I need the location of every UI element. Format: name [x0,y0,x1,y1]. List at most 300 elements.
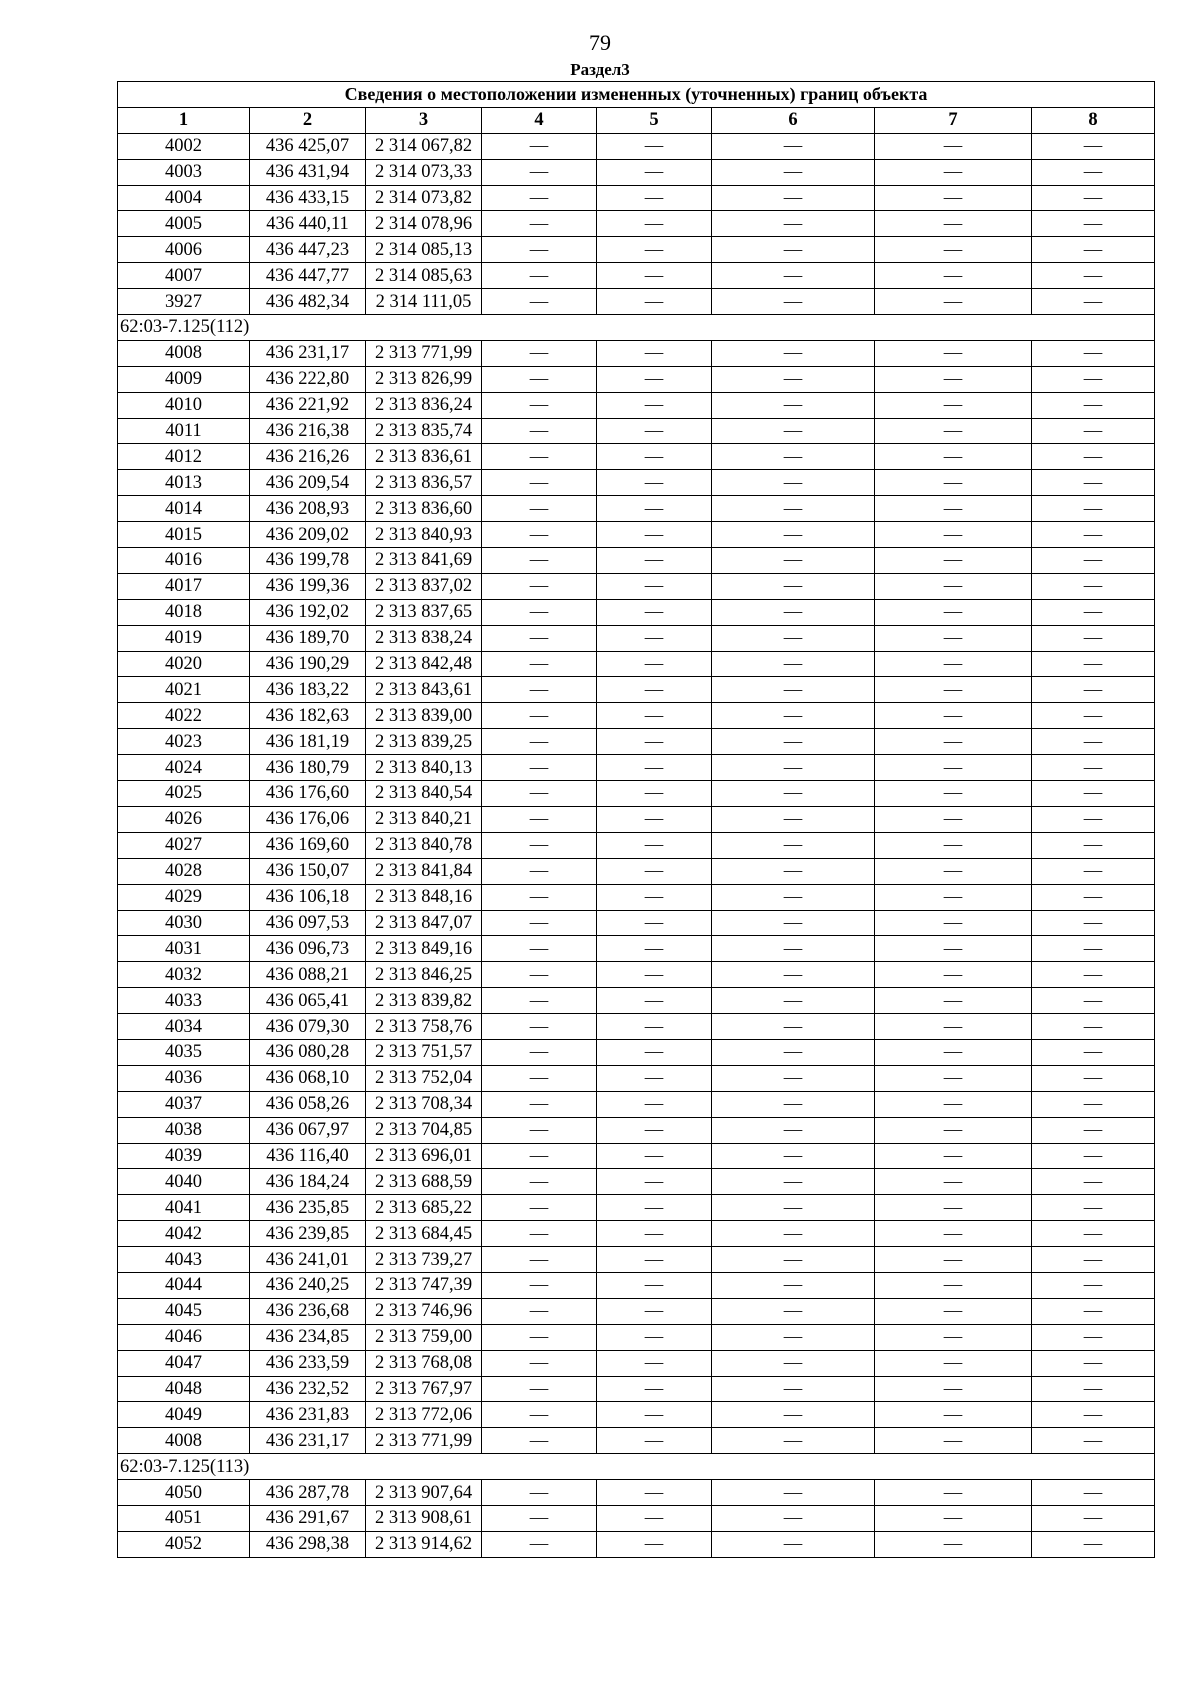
table-row [118,1143,1155,1169]
empty-value-cell: — [597,1169,712,1195]
empty-value-cell: — [482,1480,597,1506]
x-coordinate-cell: 436 298,38 [250,1531,366,1557]
empty-value-cell: — [875,1272,1032,1298]
table-row [118,1402,1155,1428]
empty-value-cell: — [597,651,712,677]
point-number-cell: 4004 [118,185,250,211]
table-row [118,392,1155,418]
table-row [118,211,1155,237]
y-coordinate-cell: 2 314 067,82 [366,133,482,159]
empty-value-cell: — [482,366,597,392]
empty-value-cell: — [482,1221,597,1247]
y-coordinate-cell: 2 313 759,00 [366,1324,482,1350]
point-number-cell: 4049 [118,1402,250,1428]
point-number-cell: 4051 [118,1505,250,1531]
y-coordinate-cell: 2 313 908,61 [366,1505,482,1531]
table-row [118,1531,1155,1557]
empty-value-cell: — [1032,1221,1155,1247]
empty-value-cell: — [712,133,875,159]
empty-value-cell: — [597,1091,712,1117]
empty-value-cell: — [875,237,1032,263]
y-coordinate-cell: 2 314 085,13 [366,237,482,263]
empty-value-cell: — [597,832,712,858]
point-number-cell: 4045 [118,1298,250,1324]
y-coordinate-cell: 2 313 688,59 [366,1169,482,1195]
y-coordinate-cell: 2 313 840,21 [366,806,482,832]
table-row [118,1065,1155,1091]
empty-value-cell: — [482,1376,597,1402]
x-coordinate-cell: 436 116,40 [250,1143,366,1169]
point-number-cell: 4008 [118,340,250,366]
empty-value-cell: — [482,1247,597,1273]
table-row [118,910,1155,936]
empty-value-cell: — [712,237,875,263]
x-coordinate-cell: 436 209,02 [250,522,366,548]
empty-value-cell: — [712,1324,875,1350]
empty-value-cell: — [712,418,875,444]
empty-value-cell: — [712,1221,875,1247]
x-coordinate-cell: 436 088,21 [250,962,366,988]
y-coordinate-cell: 2 313 842,48 [366,651,482,677]
y-coordinate-cell: 2 314 078,96 [366,211,482,237]
x-coordinate-cell: 436 231,83 [250,1402,366,1428]
table-row [118,884,1155,910]
empty-value-cell: — [875,858,1032,884]
empty-value-cell: — [875,133,1032,159]
group-row [118,1454,1155,1480]
empty-value-cell: — [597,1117,712,1143]
empty-value-cell: — [597,522,712,548]
point-number-cell: 4032 [118,962,250,988]
point-number-cell: 4034 [118,1014,250,1040]
empty-value-cell: — [1032,910,1155,936]
x-coordinate-cell: 436 192,02 [250,599,366,625]
empty-value-cell: — [875,366,1032,392]
empty-value-cell: — [597,625,712,651]
empty-value-cell: — [482,1272,597,1298]
empty-value-cell: — [712,392,875,418]
point-number-cell: 4050 [118,1480,250,1506]
point-number-cell: 4028 [118,858,250,884]
x-coordinate-cell: 436 291,67 [250,1505,366,1531]
x-coordinate-cell: 436 221,92 [250,392,366,418]
point-number-cell: 4007 [118,263,250,289]
empty-value-cell: — [482,832,597,858]
empty-value-cell: — [1032,237,1155,263]
empty-value-cell: — [482,1169,597,1195]
empty-value-cell: — [597,806,712,832]
empty-value-cell: — [875,884,1032,910]
empty-value-cell: — [597,211,712,237]
empty-value-cell: — [482,1324,597,1350]
empty-value-cell: — [597,1195,712,1221]
empty-value-cell: — [875,1402,1032,1428]
empty-value-cell: — [482,392,597,418]
empty-value-cell: — [712,1298,875,1324]
table-caption: Сведения о местоположении измененных (уточненных) границ объекта [118,82,1155,108]
empty-value-cell: — [597,1221,712,1247]
empty-value-cell: — [1032,1195,1155,1221]
empty-value-cell: — [1032,1298,1155,1324]
point-number-cell: 4012 [118,444,250,470]
empty-value-cell: — [482,1298,597,1324]
x-coordinate-cell: 436 208,93 [250,496,366,522]
empty-value-cell: — [1032,211,1155,237]
x-coordinate-cell: 436 482,34 [250,289,366,315]
column-header: 4 [482,107,597,133]
group-row [118,315,1155,341]
x-coordinate-cell: 436 233,59 [250,1350,366,1376]
x-coordinate-cell: 436 431,94 [250,159,366,185]
empty-value-cell: — [597,1480,712,1506]
empty-value-cell: — [712,366,875,392]
empty-value-cell: — [1032,1272,1155,1298]
empty-value-cell: — [1032,625,1155,651]
empty-value-cell: — [712,1065,875,1091]
empty-value-cell: — [875,936,1032,962]
table-row [118,470,1155,496]
x-coordinate-cell: 436 184,24 [250,1169,366,1195]
point-number-cell: 4046 [118,1324,250,1350]
empty-value-cell: — [1032,832,1155,858]
table-row [118,237,1155,263]
empty-value-cell: — [597,1505,712,1531]
x-coordinate-cell: 436 065,41 [250,988,366,1014]
empty-value-cell: — [712,1505,875,1531]
point-number-cell: 4026 [118,806,250,832]
empty-value-cell: — [482,1350,597,1376]
point-number-cell: 4011 [118,418,250,444]
empty-value-cell: — [1032,444,1155,470]
y-coordinate-cell: 2 314 073,82 [366,185,482,211]
empty-value-cell: — [712,1014,875,1040]
empty-value-cell: — [1032,1117,1155,1143]
empty-value-cell: — [875,1480,1032,1506]
table-row [118,703,1155,729]
y-coordinate-cell: 2 313 835,74 [366,418,482,444]
empty-value-cell: — [1032,1143,1155,1169]
empty-value-cell: — [1032,729,1155,755]
table-row [118,1350,1155,1376]
empty-value-cell: — [712,755,875,781]
point-number-cell: 4048 [118,1376,250,1402]
table-row [118,625,1155,651]
x-coordinate-cell: 436 106,18 [250,884,366,910]
empty-value-cell: — [482,1117,597,1143]
empty-value-cell: — [1032,392,1155,418]
empty-value-cell: — [712,1402,875,1428]
empty-value-cell: — [482,496,597,522]
empty-value-cell: — [1032,1505,1155,1531]
point-number-cell: 4031 [118,936,250,962]
empty-value-cell: — [712,159,875,185]
empty-value-cell: — [1032,781,1155,807]
empty-value-cell: — [875,1247,1032,1273]
table-row [118,677,1155,703]
point-number-cell: 4003 [118,159,250,185]
empty-value-cell: — [875,988,1032,1014]
y-coordinate-cell: 2 313 849,16 [366,936,482,962]
table-row [118,1324,1155,1350]
table-row [118,289,1155,315]
empty-value-cell: — [482,1039,597,1065]
point-number-cell: 4018 [118,599,250,625]
point-number-cell: 4020 [118,651,250,677]
point-number-cell: 4043 [118,1247,250,1273]
empty-value-cell: — [597,988,712,1014]
point-number-cell: 3927 [118,289,250,315]
empty-value-cell: — [1032,1324,1155,1350]
x-coordinate-cell: 436 182,63 [250,703,366,729]
column-header: 7 [875,107,1032,133]
empty-value-cell: — [712,1143,875,1169]
x-coordinate-cell: 436 190,29 [250,651,366,677]
group-label: 62:03-7.125(113) [118,1454,1155,1480]
empty-value-cell: — [875,1117,1032,1143]
empty-value-cell: — [712,263,875,289]
empty-value-cell: — [712,185,875,211]
empty-value-cell: — [597,159,712,185]
empty-value-cell: — [1032,573,1155,599]
empty-value-cell: — [712,1376,875,1402]
x-coordinate-cell: 436 240,25 [250,1272,366,1298]
empty-value-cell: — [482,806,597,832]
y-coordinate-cell: 2 313 907,64 [366,1480,482,1506]
y-coordinate-cell: 2 313 848,16 [366,884,482,910]
empty-value-cell: — [597,548,712,574]
empty-value-cell: — [712,703,875,729]
empty-value-cell: — [1032,1376,1155,1402]
x-coordinate-cell: 436 287,78 [250,1480,366,1506]
empty-value-cell: — [597,1376,712,1402]
y-coordinate-cell: 2 313 696,01 [366,1143,482,1169]
y-coordinate-cell: 2 313 840,54 [366,781,482,807]
table-row [118,573,1155,599]
table-row [118,418,1155,444]
y-coordinate-cell: 2 313 839,82 [366,988,482,1014]
empty-value-cell: — [482,185,597,211]
empty-value-cell: — [875,806,1032,832]
empty-value-cell: — [875,573,1032,599]
table-row [118,1480,1155,1506]
y-coordinate-cell: 2 313 839,00 [366,703,482,729]
empty-value-cell: — [482,858,597,884]
x-coordinate-cell: 436 096,73 [250,936,366,962]
table-row [118,1014,1155,1040]
empty-value-cell: — [875,1091,1032,1117]
point-number-cell: 4047 [118,1350,250,1376]
empty-value-cell: — [875,444,1032,470]
table-row [118,444,1155,470]
empty-value-cell: — [712,289,875,315]
y-coordinate-cell: 2 313 771,99 [366,340,482,366]
empty-value-cell: — [875,1221,1032,1247]
x-coordinate-cell: 436 058,26 [250,1091,366,1117]
empty-value-cell: — [1032,1091,1155,1117]
empty-value-cell: — [597,755,712,781]
point-number-cell: 4022 [118,703,250,729]
y-coordinate-cell: 2 313 847,07 [366,910,482,936]
table-row [118,1505,1155,1531]
empty-value-cell: — [875,496,1032,522]
empty-value-cell: — [712,729,875,755]
point-number-cell: 4041 [118,1195,250,1221]
table-row [118,1169,1155,1195]
empty-value-cell: — [482,263,597,289]
table-row [118,133,1155,159]
empty-value-cell: — [875,1505,1032,1531]
empty-value-cell: — [482,548,597,574]
empty-value-cell: — [482,289,597,315]
x-coordinate-cell: 436 447,77 [250,263,366,289]
empty-value-cell: — [1032,1480,1155,1506]
x-coordinate-cell: 436 176,60 [250,781,366,807]
empty-value-cell: — [712,781,875,807]
point-number-cell: 4040 [118,1169,250,1195]
empty-value-cell: — [482,470,597,496]
empty-value-cell: — [875,703,1032,729]
empty-value-cell: — [712,962,875,988]
y-coordinate-cell: 2 313 772,06 [366,1402,482,1428]
point-number-cell: 4017 [118,573,250,599]
y-coordinate-cell: 2 313 840,78 [366,832,482,858]
y-coordinate-cell: 2 313 771,99 [366,1428,482,1454]
empty-value-cell: — [597,573,712,599]
table-row [118,599,1155,625]
empty-value-cell: — [875,1143,1032,1169]
empty-value-cell: — [482,340,597,366]
empty-value-cell: — [482,237,597,263]
y-coordinate-cell: 2 313 684,45 [366,1221,482,1247]
empty-value-cell: — [597,289,712,315]
y-coordinate-cell: 2 313 846,25 [366,962,482,988]
x-coordinate-cell: 436 234,85 [250,1324,366,1350]
empty-value-cell: — [482,418,597,444]
x-coordinate-cell: 436 183,22 [250,677,366,703]
y-coordinate-cell: 2 313 839,25 [366,729,482,755]
empty-value-cell: — [875,1531,1032,1557]
column-header: 5 [597,107,712,133]
table-row [118,1428,1155,1454]
table-body [118,133,1155,1557]
table-row [118,936,1155,962]
empty-value-cell: — [482,159,597,185]
coordinates-table [117,81,1155,1558]
empty-value-cell: — [875,1039,1032,1065]
empty-value-cell: — [875,910,1032,936]
empty-value-cell: — [1032,599,1155,625]
table-row [118,1039,1155,1065]
point-number-cell: 4013 [118,470,250,496]
empty-value-cell: — [482,444,597,470]
empty-value-cell: — [482,884,597,910]
empty-value-cell: — [482,988,597,1014]
empty-value-cell: — [712,573,875,599]
y-coordinate-cell: 2 313 841,84 [366,858,482,884]
x-coordinate-cell: 436 216,38 [250,418,366,444]
empty-value-cell: — [597,470,712,496]
x-coordinate-cell: 436 231,17 [250,1428,366,1454]
empty-value-cell: — [597,884,712,910]
empty-value-cell: — [1032,806,1155,832]
empty-value-cell: — [482,625,597,651]
table-row [118,651,1155,677]
table-row [118,1272,1155,1298]
empty-value-cell: — [597,1014,712,1040]
empty-value-cell: — [712,599,875,625]
empty-value-cell: — [1032,677,1155,703]
empty-value-cell: — [712,1480,875,1506]
empty-value-cell: — [712,1350,875,1376]
y-coordinate-cell: 2 313 914,62 [366,1531,482,1557]
empty-value-cell: — [875,548,1032,574]
empty-value-cell: — [712,1169,875,1195]
empty-value-cell: — [482,729,597,755]
empty-value-cell: — [482,599,597,625]
empty-value-cell: — [712,444,875,470]
empty-value-cell: — [482,211,597,237]
empty-value-cell: — [597,962,712,988]
empty-value-cell: — [482,1014,597,1040]
empty-value-cell: — [1032,418,1155,444]
table-row [118,755,1155,781]
y-coordinate-cell: 2 313 739,27 [366,1247,482,1273]
table-row [118,1221,1155,1247]
empty-value-cell: — [1032,366,1155,392]
empty-value-cell: — [1032,936,1155,962]
point-number-cell: 4038 [118,1117,250,1143]
empty-value-cell: — [597,1324,712,1350]
column-header-row [118,107,1155,133]
empty-value-cell: — [875,781,1032,807]
empty-value-cell: — [482,1505,597,1531]
point-number-cell: 4008 [118,1428,250,1454]
empty-value-cell: — [597,703,712,729]
table-row [118,729,1155,755]
point-number-cell: 4027 [118,832,250,858]
y-coordinate-cell: 2 313 843,61 [366,677,482,703]
x-coordinate-cell: 436 199,36 [250,573,366,599]
table-row [118,1195,1155,1221]
y-coordinate-cell: 2 313 704,85 [366,1117,482,1143]
empty-value-cell: — [597,340,712,366]
table-row [118,522,1155,548]
y-coordinate-cell: 2 313 747,39 [366,1272,482,1298]
y-coordinate-cell: 2 313 837,65 [366,599,482,625]
empty-value-cell: — [1032,340,1155,366]
empty-value-cell: — [1032,289,1155,315]
empty-value-cell: — [875,755,1032,781]
empty-value-cell: — [1032,1169,1155,1195]
x-coordinate-cell: 436 150,07 [250,858,366,884]
table-row [118,185,1155,211]
empty-value-cell: — [597,133,712,159]
empty-value-cell: — [1032,703,1155,729]
empty-value-cell: — [597,599,712,625]
empty-value-cell: — [482,1195,597,1221]
y-coordinate-cell: 2 313 838,24 [366,625,482,651]
x-coordinate-cell: 436 067,97 [250,1117,366,1143]
table-row [118,366,1155,392]
empty-value-cell: — [875,392,1032,418]
empty-value-cell: — [482,522,597,548]
empty-value-cell: — [712,1428,875,1454]
x-coordinate-cell: 436 080,28 [250,1039,366,1065]
empty-value-cell: — [1032,1402,1155,1428]
point-number-cell: 4052 [118,1531,250,1557]
empty-value-cell: — [597,496,712,522]
point-number-cell: 4019 [118,625,250,651]
